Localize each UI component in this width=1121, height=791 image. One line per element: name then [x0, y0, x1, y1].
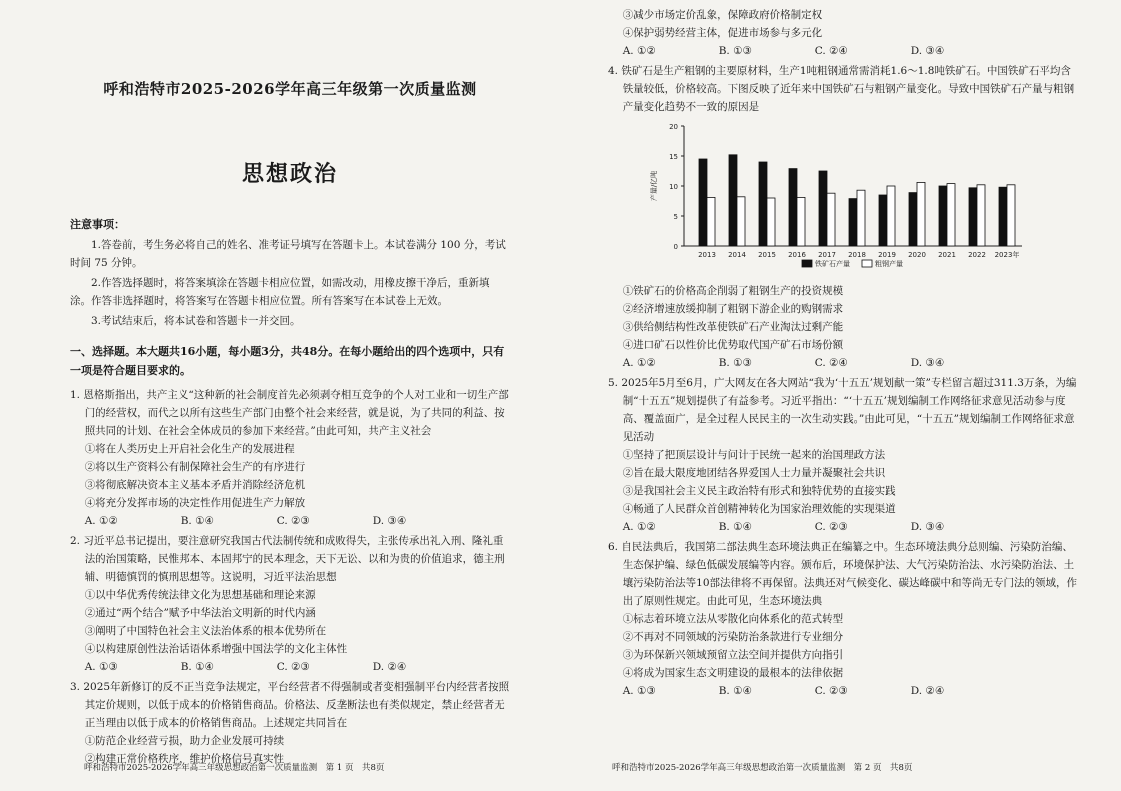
x-tick-label: 2015: [758, 251, 776, 259]
bar-crude-steel: [737, 197, 745, 246]
legend-label: 粗钢产量: [875, 260, 903, 268]
answer-choices: [608, 354, 1081, 372]
question-1: [70, 386, 510, 530]
bar-crude-steel: [857, 190, 865, 246]
option-item: ④保护弱势经营主体，促进市场参与多元化: [622, 27, 823, 39]
notice-item: 1.答卷前，考生务必将自己的姓名、准考证号填写在答题卡上。本试卷满分 100 分，考试时间 75 分钟。: [70, 239, 506, 269]
answer-a: A. ①③: [622, 685, 656, 697]
answer-c: C. ②③: [276, 515, 310, 527]
section-heading: 一、选择题。本大题共16小题，每小题3分，共48分。在每小题给出的四个选项中，只有一项是符合题目要求的。: [70, 345, 505, 377]
notice-item: 3.考试结束后，将本试卷和答题卡一并交回。: [91, 315, 301, 327]
bar-iron-ore: [939, 186, 947, 246]
answer-c: C. ②④: [814, 45, 848, 57]
bar-iron-ore: [849, 199, 857, 246]
bar-iron-ore: [969, 188, 977, 246]
answer-choices: [608, 682, 1081, 700]
legend-swatch-ore: [802, 260, 812, 267]
page-left: [0, 0, 560, 791]
question-4: [608, 62, 1081, 372]
x-tick-label: 2020: [908, 251, 926, 259]
option-item: ①将在人类历史上开启社会化生产的发展进程: [84, 443, 295, 455]
answer-b: B. ①④: [718, 521, 752, 533]
x-tick-label: 2018: [848, 251, 866, 259]
option-item: ④将充分发挥市场的决定性作用促进生产力解放: [84, 497, 306, 509]
legend-label: 铁矿石产量: [815, 260, 850, 268]
x-tick-label: 2016: [788, 251, 806, 259]
x-tick-label: 2023年: [994, 251, 1020, 259]
option-item: ②将以生产资料公有制保障社会生产的有序进行: [84, 461, 306, 473]
y-tick-label: 15: [669, 153, 678, 161]
question-stem: 3. 2025年新修订的反不正当竞争法规定，平台经营者不得强制或者变相强制平台内经营者按照其定价规则，以低于成本的价格销售商品。价格法、反垄断法也有类似规定，禁止经营者无正当理由以低于成本的价格销售商品。上述规定共同旨在: [70, 681, 510, 729]
question-3: [70, 678, 510, 768]
option-item: ①防范企业经营亏损，助力企业发展可持续: [84, 735, 285, 747]
y-tick-label: 0: [673, 243, 678, 251]
bar-iron-ore: [999, 187, 1007, 246]
notice-item: 2.作答选择题时，将答案填涂在答题卡相应位置，如需改动，用橡皮擦干净后，重新填涂。作答非选择题时，将答案写在答题卡相应位置。所有答案写在本试卷上无效。: [70, 277, 490, 307]
bar-iron-ore: [879, 195, 887, 246]
question-6: [608, 538, 1081, 700]
y-tick-label: 5: [673, 213, 678, 221]
bar-iron-ore: [759, 162, 767, 246]
bar-iron-ore: [699, 159, 707, 246]
x-tick-label: 2021: [938, 251, 956, 259]
chart: [642, 118, 1032, 278]
bar-chart-svg: [642, 118, 1032, 278]
bar-crude-steel: [977, 185, 985, 246]
question-stem: 4. 铁矿石是生产粗钢的主要原材料，生产1吨粗钢通常需消耗1.6～1.8吨铁矿石。中国铁矿石平均含铁量较低，价格较高。下图反映了近年来中国铁矿石与粗钢产量变化。导致中国铁矿石产量与粗钢产量变化趋势不一致的原因是: [608, 65, 1075, 113]
option-item: ③阐明了中国特色社会主义法治体系的根本优势所在: [84, 625, 327, 637]
page-right: [560, 0, 1121, 791]
question-stem: 2. 习近平总书记提出，要注意研究我国古代法制传统和成败得失，主张传承出礼入刑、隆礼重法的治国策略，民惟邦本、本固邦宁的民本理念，天下无讼、以和为贵的价值追求，德主刑辅、明德慎罚的慎刑思想等。这说明，习近平法治思想: [70, 535, 505, 583]
notice: [70, 216, 510, 330]
x-tick-label: 2017: [818, 251, 836, 259]
answer-b: B. ①④: [180, 515, 214, 527]
option-item: ③减少市场定价乱象，保障政府价格制定权: [622, 9, 823, 21]
answer-c: C. ②③: [276, 661, 310, 673]
answer-a: A. ①②: [622, 357, 656, 369]
answer-c: C. ②③: [814, 521, 848, 533]
y-tick-label: 10: [669, 183, 678, 191]
bar-crude-steel: [707, 197, 715, 246]
option-item: ③是我国社会主义民主政治特有形式和独特优势的直接实践: [622, 485, 896, 497]
question-stem: 6. 自民法典后，我国第二部法典生态环境法典正在编纂之中。生态环境法典分总则编、污染防治编、生态保护编、绿色低碳发展编等内容。颁布后，环境保护法、大气污染防治法、水污染防治法、土壤污染防治法等10部法律将不再保留。法典还对气候变化、碳达峰碳中和等尚无专门法的领域，作出了原则性规定。由此可见，生态环境法典: [608, 541, 1078, 607]
option-item: ①铁矿石的价格高企削弱了粗钢生产的投资规模: [622, 285, 844, 297]
answer-choices: [70, 658, 510, 676]
x-tick-label: 2019: [878, 251, 896, 259]
question-stem: 1. 恩格斯指出，共产主义“这种新的社会制度首先必须剥夺相互竞争的个人对工业和一切生产部门的经营权，而代之以所有这些生产部门由整个社会来经营，就是说，为了共同的利益、按照共同的计划、在社会全体成员的参加下来经营。”由此可知，共产主义社会: [70, 389, 509, 437]
answer-c: C. ②④: [814, 357, 848, 369]
question-2: [70, 532, 510, 676]
answer-b: B. ①③: [718, 357, 752, 369]
bar-crude-steel: [947, 184, 955, 246]
bar-crude-steel: [917, 182, 925, 246]
answer-a: A. ①②: [622, 45, 656, 57]
x-tick-label: 2013: [698, 251, 716, 259]
option-item: ④以构建原创性法治话语体系增强中国法学的文化主体性: [84, 643, 348, 655]
option-item: ②通过“两个结合”赋予中华法治文明新的时代内涵: [84, 607, 316, 619]
option-item: ①坚持了把顶层设计与问计于民统一起来的治国理政方法: [622, 449, 886, 461]
footer-left: 呼和浩特市2025-2026学年高三年级思想政治第一次质量监测 第 1 页 共8页: [84, 763, 385, 773]
answer-b: B. ①④: [180, 661, 214, 673]
bar-iron-ore: [909, 193, 917, 246]
bar-crude-steel: [827, 193, 835, 246]
answer-choices: [608, 518, 1081, 536]
bar-crude-steel: [887, 186, 895, 246]
footer-right: 呼和浩特市2025-2026学年高三年级思想政治第一次质量监测 第 2 页 共8页: [612, 763, 913, 773]
option-item: ②不再对不同领域的污染防治条款进行专业细分: [622, 631, 844, 643]
answer-b: B. ①④: [718, 685, 752, 697]
legend-swatch-steel: [862, 260, 872, 267]
answer-d: D. ③④: [910, 45, 945, 57]
question-3-continued: [608, 6, 1081, 60]
bar-iron-ore: [819, 171, 827, 246]
subject-title: 思想政治: [241, 161, 338, 187]
answer-choices: [608, 42, 1081, 60]
y-axis-label: 产量/亿吨: [650, 170, 658, 202]
answer-c: C. ②③: [814, 685, 848, 697]
option-item: ①标志着环境立法从零散化向体系化的范式转型: [622, 613, 844, 625]
question-5: [608, 374, 1081, 536]
answer-d: D. ③④: [910, 357, 945, 369]
bar-crude-steel: [797, 197, 805, 246]
option-item: ④畅通了人民群众首创精神转化为国家治理效能的实现渠道: [622, 503, 896, 515]
x-tick-label: 2014: [728, 251, 746, 259]
answer-d: D. ②④: [910, 685, 945, 697]
answer-b: B. ①③: [718, 45, 752, 57]
notice-heading: 注意事项：: [70, 218, 125, 231]
option-item: ①以中华优秀传统法律文化为思想基础和理论来源: [84, 589, 316, 601]
answer-d: D. ②④: [372, 661, 407, 673]
option-item: ③供给侧结构性改革使铁矿石产业淘汰过剩产能: [622, 321, 844, 333]
answer-a: A. ①③: [84, 661, 118, 673]
option-item: ②构建正常价格秩序，维护价格信号真实性: [84, 753, 285, 765]
answer-d: D. ③④: [372, 515, 407, 527]
y-tick-label: 20: [669, 123, 678, 131]
answer-a: A. ①②: [84, 515, 118, 527]
answer-choices: [70, 512, 510, 530]
answer-a: A. ①②: [622, 521, 656, 533]
option-item: ③将彻底解决资本主义基本矛盾并消除经济危机: [84, 479, 306, 491]
answer-d: D. ③④: [910, 521, 945, 533]
exam-title: 呼和浩特市2025-2026学年高三年级第一次质量监测: [103, 80, 477, 98]
question-stem: 5. 2025年5月至6月，广大网友在各大网站“我为‘十五五’规划献一策”专栏留言超过311.3万条，为编制“十五五”规划提供了有益参考。习近平指出：“‘十五五’规划编制工作网络征求意见活动参与度高、覆盖面广，是全过程人民民主的一次生动实践。”由此可见，“十五五”规划编制工作网络征求意见活动: [608, 377, 1077, 443]
bar-iron-ore: [729, 155, 737, 246]
option-item: ④进口矿石以性价比优势取代国产矿石市场份额: [622, 339, 844, 351]
option-item: ③为环保新兴领域预留立法空间并提供方向指引: [622, 649, 844, 661]
bar-crude-steel: [767, 198, 775, 246]
option-item: ②旨在最大限度地团结各界爱国人士力量并凝聚社会共识: [622, 467, 886, 479]
bar-crude-steel: [1007, 185, 1015, 246]
option-item: ②经济增速放缓抑制了粗钢下游企业的购钢需求: [622, 303, 844, 315]
x-tick-label: 2022: [968, 251, 986, 259]
option-item: ④将成为国家生态文明建设的最根本的法律依据: [622, 667, 844, 679]
bar-iron-ore: [789, 169, 797, 246]
